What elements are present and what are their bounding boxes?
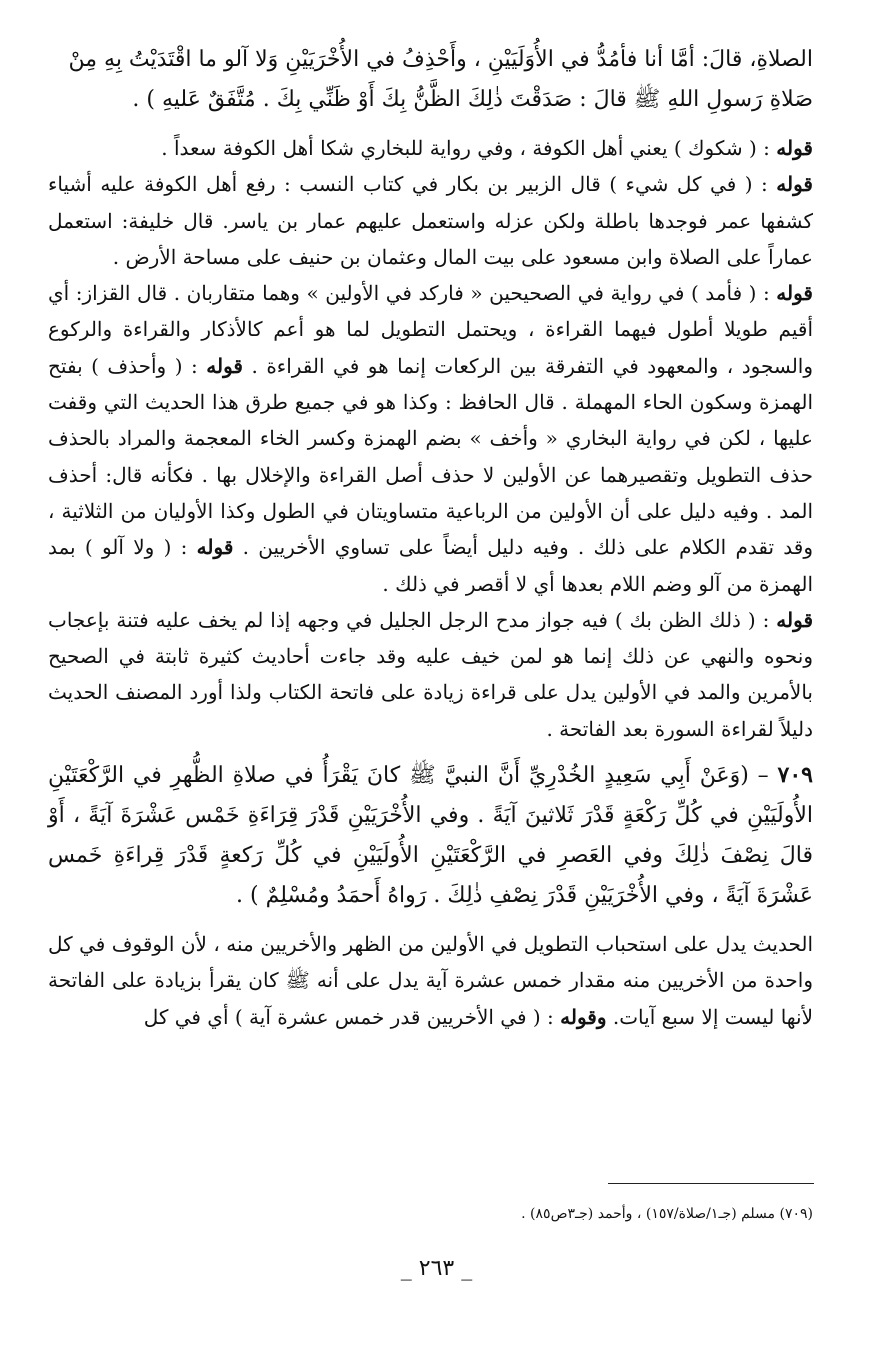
lead-word: قوله bbox=[776, 607, 814, 632]
footnote-divider bbox=[608, 1183, 814, 1184]
commentary-paragraph bbox=[48, 602, 813, 747]
commentary-paragraph bbox=[48, 130, 813, 166]
commentary-709 bbox=[48, 926, 813, 1035]
hadith-708-tail bbox=[48, 40, 813, 120]
commentary-text: الحديث يدل على استحباب التطويل في الأولين من الظهر والأخريين منه ، لأن الوقوف في كل واحدة من الأخريين منه مقدار خمس عشرة آية يدل على أنه ﷺ كان يقرأ بزيادة على الفاتحة لأنها ليست إلا سبع آيات. bbox=[48, 932, 813, 1029]
lead-word: قوله bbox=[776, 172, 813, 197]
lead-word: قوله bbox=[196, 535, 234, 560]
hadith-line: الصلاةِ، قالَ: أمَّا أنا فأمُدُّ في الأُوَلَيَيْنِ ، وأَحْذِفُ في الأُخْرَيَيْنِ وَلا آلو ما اقْتَدَيْتُ بِهِ مِنْ bbox=[68, 47, 813, 72]
hadith-text: – (وَعَنْ أَبِي سَعِيدٍ الخُدْرِيِّ أَنَّ النبيَّ ﷺ كانَ يَقْرَأُ في صلاةِ الظُّهرِ في الرَّكْعَتَيْنِ الأُولَيَيْنِ في كُلِّ رَكْعَةٍ قَدْرَ ثَلاثينَ آيَةً . وفي الأُخْرَيَيْنِ قَدْرَ قِرَاءَةِ خَمْس عَشْرَةَ آيَةً ، أَوْ قالَ نِصْفَ ذٰلِكَ وفي العَصرِ في الرَّكْعَتَيْنِ الأُولَيَيْنِ في كُلِّ رَكعةٍ قَدْرَ قِراءَةِ خَمس عَشْرَةَ آيَةً ، وفي الأُخْرَيَيْنِ قَدْرَ نِصْفِ ذٰلِكَ . رَواهُ أَحمَدُ ومُسْلِمٌ ) . bbox=[48, 763, 813, 909]
hadith-line: صَلاةِ رَسولِ اللهِ ﷺ قالَ : صَدَقْتَ ذٰلِكَ الظَّنُّ بِكَ أَوْ ظَنِّي بِكَ . مُتَّفَقٌ عَليهِ ) . bbox=[132, 87, 813, 112]
hadith-709 bbox=[48, 755, 813, 916]
commentary-text: : ( ذلك الظن بك ) فيه جواز مدح الرجل الجليل في وجهه إذا لم يخف عليه فتنة بإعجاب ونحوه والنهي عن ذلك إنما هو لمن خيف عليه وقد جاءت أحاديث كثيرة ثابتة في الصحيح بالأمرين والمد في الأولين يدل على قراءة زيادة على فاتحة الكتاب ولذا أورد المصنف الحديث دليلاً لقراءة السورة بعد الفاتحة . bbox=[48, 607, 813, 741]
commentary-text: : ( شكوك ) يعني أهل الكوفة ، وفي رواية للبخاري شكا أهل الكوفة سعداً . bbox=[161, 136, 770, 160]
lead-word: قوله bbox=[776, 281, 813, 306]
commentary-text: : ( في كل شيء ) قال الزبير بن بكار في كتاب النسب : رفع أهل الكوفة عليه أشياء كشفها عمر فوجدها باطلة ولكن عزله واستعمل عليهم عمار بن ياسر. قال خليفة: استعمل عماراً على الصلاة وابن مسعود على بيت المال وعثمان بن حنيف على مساحة الأرض . bbox=[48, 172, 813, 269]
commentary-paragraph bbox=[48, 926, 813, 1035]
footnote: (٧٠٩) مسلم (جـ١/صلاة/١٥٧) ، وأحمد (جـ٣ص٨٥) . bbox=[521, 1206, 813, 1222]
commentary-paragraph bbox=[48, 275, 813, 602]
commentary-paragraph bbox=[48, 166, 813, 275]
commentary-text: : ( ولا آلو ) بمد الهمزة من آلو وضم اللام بعدها أي لا أقصر في ذلك . bbox=[48, 535, 813, 596]
lead-word: وقوله bbox=[560, 1004, 607, 1029]
commentary-text: : ( في الأخريين قدر خمس عشرة آية ) أي في كل bbox=[143, 1004, 554, 1029]
page-number: _ ٢٦٣ _ bbox=[400, 1256, 473, 1281]
commentary-708 bbox=[48, 130, 813, 747]
lead-word: قوله bbox=[206, 353, 243, 378]
commentary-text: : ( وأحذف ) بفتح الهمزة وسكون الحاء المهملة . قال الحافظ : وكذا هو في جميع طرق هذا الحديث التي وقفت عليها ، لكن في رواية البخاري « وأخف » بضم الهمزة وكسر الخاء المعجمة والمراد بالحذف حذف التطويل وتقصيرهما عن الأولين لا حذف أصل القراءة والإخلال بها . فكأنه قال: أحذف المد . وفيه دليل على أن الأولين من الرباعية متساويتان في الطول وكذا الأوليان من الثلاثية ، وقد تقدم الكلام على ذلك . وفيه دليل أيضاً على تساوي الأخريين . bbox=[48, 353, 813, 560]
hadith-number: ٧٠٩ bbox=[777, 762, 813, 789]
commentary-text: : ( فأمد ) في رواية في الصحيحين « فاركد في الأولين » وهما متقاربان . قال القزاز: أي أقيم طويلا أطول فيهما القراءة ، ويحتمل التطويل لما هو أعم كالأذكار والقراءة والركوع والسجود ، والمعهود في التفرقة بين الركعات إنما هو في القراءة . bbox=[48, 281, 814, 378]
lead-word: قوله bbox=[776, 136, 813, 160]
